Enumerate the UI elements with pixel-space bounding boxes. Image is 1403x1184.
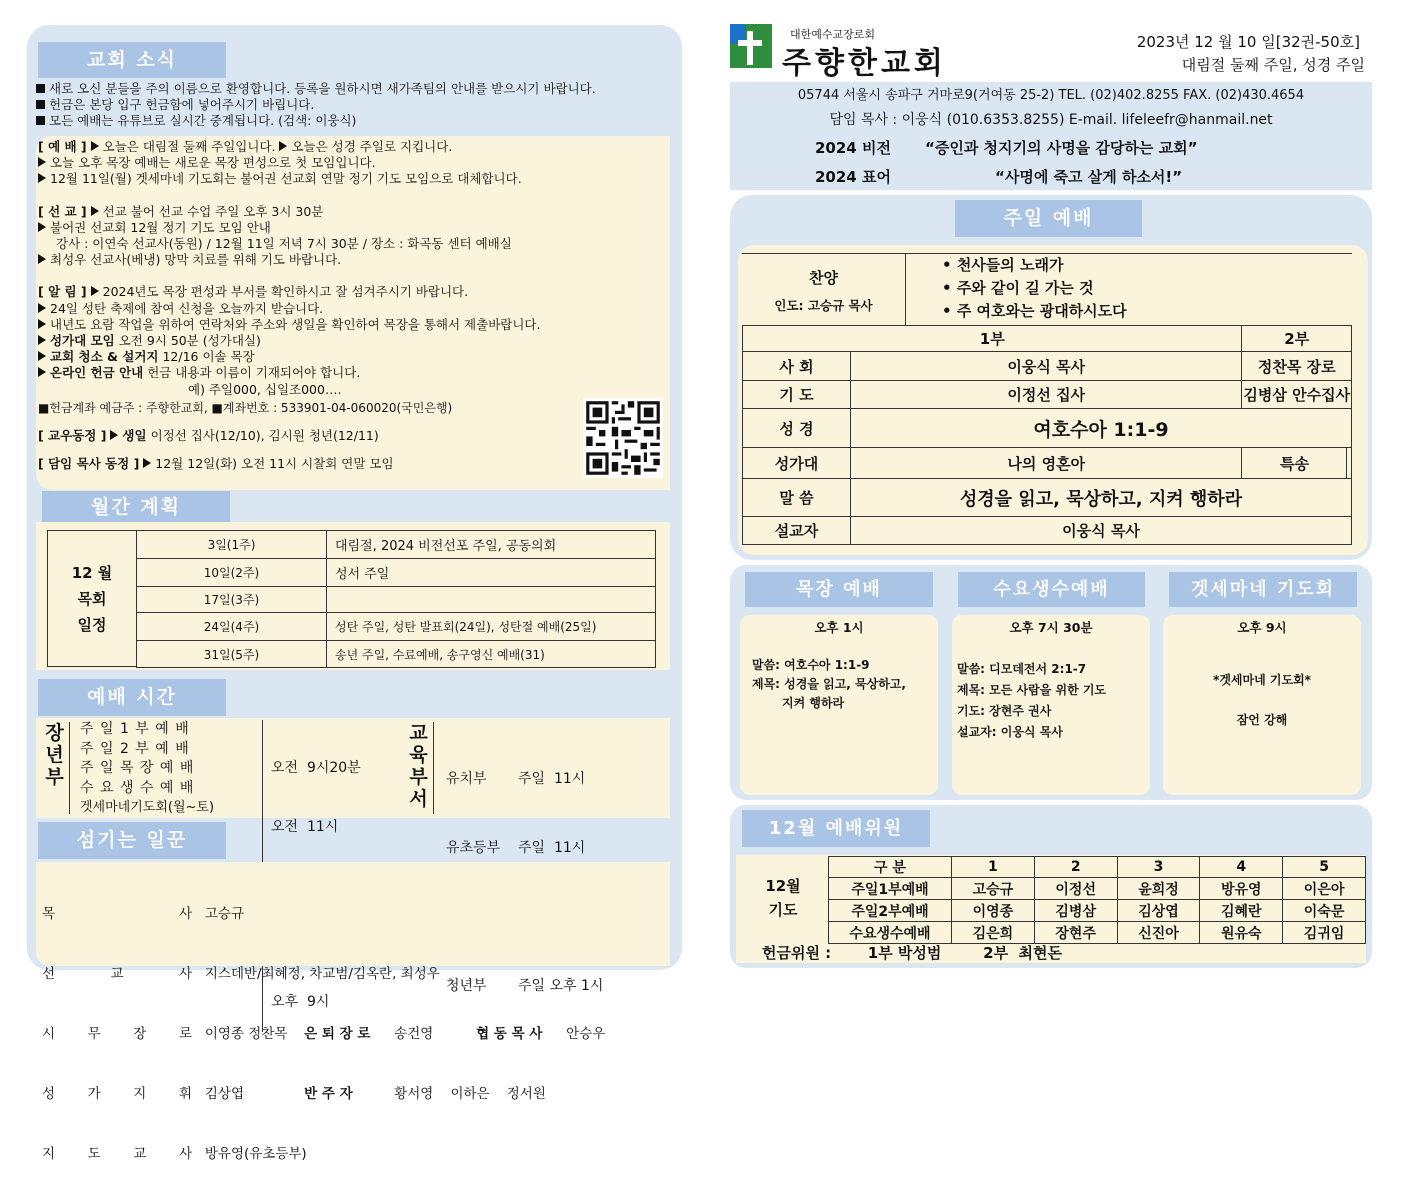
cell-value xyxy=(1347,448,1352,479)
offering-label: 헌금위원 : xyxy=(762,944,832,962)
event-cell xyxy=(327,587,656,613)
committee-col-header: 4 xyxy=(1200,857,1283,878)
arrow-icon xyxy=(38,319,46,329)
committee-cell: 주일1부예배 xyxy=(829,878,952,900)
news-item: 헌금 내용과 이름이 기재되어야 합니다. xyxy=(147,365,361,381)
committee-col-header: 3 xyxy=(1117,857,1200,878)
church-name: 주향한교회 xyxy=(782,46,947,81)
committee-cell: 원유숙 xyxy=(1200,922,1283,944)
edu-label-text: 교육부서 xyxy=(409,722,428,810)
event-cell: 대림절, 2024 비전선포 주일, 공동의회 xyxy=(327,531,656,559)
divider xyxy=(742,253,1352,254)
committee-cell: 고승규 xyxy=(952,878,1035,900)
arrow-icon xyxy=(38,351,46,361)
news-item: 12월 11일(월) 겟세마네 기도회는 불어권 선교회 연말 정기 기도 모임으로 대체합니다. xyxy=(50,171,522,187)
week-cell: 17일(3주) xyxy=(137,587,327,613)
edu-name: 유치부 xyxy=(446,771,487,787)
news-item: 오늘은 대림절 둘째 주일입니다. xyxy=(102,139,276,154)
arrow-icon xyxy=(143,458,151,468)
committee-side xyxy=(740,874,826,922)
notice-tag: [ 알 림 ] xyxy=(38,284,87,300)
wed-service-details xyxy=(957,659,1149,743)
week-cell: 10일(2주) xyxy=(137,559,327,587)
news-item: 최성우 선교사(베냉) 망막 치료를 위해 기도 바랍니다. xyxy=(50,252,342,268)
pastor-contact: 담임 목사 : 이웅식 (010.6353.8255) E-mail. lifeleefr@hanmail.net xyxy=(829,112,1273,128)
news-header: 교회 소식 xyxy=(38,42,226,78)
edu-label xyxy=(404,722,434,814)
row-label: 설교자 xyxy=(743,517,851,545)
committee-cell: 이영종 xyxy=(952,900,1035,922)
wed-service-time: 오후 7시 30분 xyxy=(1009,620,1093,635)
detail-line: 지켜 행하라 xyxy=(782,696,845,710)
news-item: 선교 불어 선교 수업 주일 오후 3시 30분 xyxy=(102,203,324,219)
monthly-header: 월간 계획 xyxy=(42,491,230,524)
geth-service-header: 겟세마네 기도회 xyxy=(1169,572,1357,607)
service-name: 주 일 목 장 예 배 xyxy=(80,760,195,776)
offering-first: 1부 박성범 xyxy=(867,944,942,962)
edu-time: 주일 오후 1시 xyxy=(518,978,604,994)
committee-cell: 수요생수예배 xyxy=(829,922,952,944)
online-label: 온라인 헌금 안내 xyxy=(50,365,144,381)
monthly-side-label xyxy=(47,530,137,667)
worker-names: 황서영 이하은 정서원 xyxy=(394,1086,546,1102)
bullet-square-icon xyxy=(36,100,45,109)
committee-cell: 이정선 xyxy=(1034,878,1117,900)
bulletin-date: 2023년 12 월 10 일[32권-50호] xyxy=(1136,33,1360,51)
service-name: 주 일 2 부 예 배 xyxy=(80,740,190,757)
service-name: 수 요 생 수 예 배 xyxy=(80,779,195,796)
offering-row xyxy=(762,942,1062,963)
worker-names: 지스데반/최혜정, 차교범/김옥란, 최성우 xyxy=(204,966,440,982)
mission-tag: [ 선 교 ] xyxy=(38,203,87,219)
cell-value: 이정선 집사 xyxy=(851,381,1242,409)
news-item: 12월 12일(화) 오전 11시 시찰회 연말 모임 xyxy=(155,456,394,472)
arrow-icon xyxy=(279,141,287,151)
detail-line: 말씀: 디모데전서 2:1-7 xyxy=(957,662,1087,676)
row-label: 사 회 xyxy=(743,352,851,381)
detail-line: 기도: 장현주 권사 xyxy=(957,704,1052,718)
row-label: 특송 xyxy=(1242,448,1347,479)
geth-service-details xyxy=(1163,660,1361,740)
praise-label-cell xyxy=(742,253,906,325)
worker-role: 협 동 목 사 xyxy=(476,1026,543,1042)
event-cell: 송년 주일, 수료예배, 송구영신 예배(31) xyxy=(327,641,656,668)
adult-names xyxy=(80,720,255,818)
news-item: 오늘 오후 목장 예배는 새로운 목장 편성으로 첫 모임입니다. xyxy=(50,155,376,171)
praise-leader: 인도: 고승규 목사 xyxy=(774,298,873,313)
news-item: 불어권 선교회 12월 정기 기도 모임 안내 xyxy=(50,219,271,235)
worker-names: 방유영(유초등부) xyxy=(204,1146,307,1162)
choir-label: 성가대 모임 xyxy=(50,333,115,349)
edu-time: 주일 11시 xyxy=(518,771,586,787)
edu-name: 청년부 xyxy=(446,978,487,994)
col-header: 2부 xyxy=(1242,326,1352,352)
committee-header: 12월 예배위원 xyxy=(742,810,930,847)
news-item: 이정선 집사(12/10), 김시원 청년(12/11) xyxy=(150,428,379,444)
news-item: 24일 성탄 축제에 참여 신청을 오늘까지 받습니다. xyxy=(50,300,324,316)
news-item: 2024년도 목장 편성과 부서를 확인하시고 잘 섬겨주시기 바랍니다. xyxy=(102,284,469,300)
bullet-square-icon xyxy=(36,84,45,93)
detail-line: 제목: 모든 사람을 위한 기도 xyxy=(957,683,1107,697)
committee-col-header: 1 xyxy=(952,857,1035,878)
row-label: 성 경 xyxy=(743,409,851,448)
cell-value: 여호수아 1:1-9 xyxy=(851,409,1352,448)
worker-role: 성 가 지 휘 xyxy=(42,1086,192,1102)
service-time: 오후 9시 xyxy=(271,994,330,1010)
praise-label: 찬양 xyxy=(809,269,838,287)
worker-role: 목 사 xyxy=(42,906,192,922)
cell-service-header: 목장 예배 xyxy=(745,572,933,607)
sunday-name: 대림절 둘째 주일, 성경 주일 xyxy=(1181,56,1365,74)
arrow-icon xyxy=(110,430,118,440)
service-time: 오전 11시 xyxy=(271,818,339,835)
intro-line: 새로 오신 분들을 주의 이름으로 환영합니다. 등록을 원하시면 새가족팀의 안내를 받으시기 바랍니다. xyxy=(49,81,596,96)
worker-role: 선 교 사 xyxy=(42,966,192,982)
song-title: 주와 같이 길 가는 것 xyxy=(956,279,1094,297)
committee-side-label: 12월 xyxy=(765,877,801,895)
committee-cell: 김은희 xyxy=(952,922,1035,944)
arrow-icon xyxy=(91,286,99,296)
arrow-icon xyxy=(91,206,99,216)
geth-service-time: 오후 9시 xyxy=(1237,620,1287,635)
sunday-service-table xyxy=(742,325,1352,545)
cell-value: 이웅식 목사 xyxy=(851,517,1352,545)
arrow-icon xyxy=(38,222,46,232)
arrow-icon xyxy=(38,254,46,264)
worker-names: 안승우 xyxy=(566,1026,606,1042)
committee-cell: 김병삼 xyxy=(1034,900,1117,922)
news-intro xyxy=(36,81,676,130)
service-name: 겟세마네기도회(월~토) xyxy=(80,800,215,815)
arrow-icon xyxy=(38,335,46,345)
monthly-table xyxy=(136,530,656,668)
clean-label: 교회 청소 & 설거지 xyxy=(50,349,159,365)
news-item: 강사 : 이연숙 선교사(동원) / 12월 11일 저녁 7시 30분 / 장소 : 화곡동 센터 예배실 xyxy=(56,236,512,252)
committee-cell: 신진아 xyxy=(1117,922,1200,944)
vision-label: 2024 비전 xyxy=(815,139,891,157)
worker-role: 반 주 자 xyxy=(304,1086,353,1102)
news-item: 예) 주일000, 십일조000…. xyxy=(188,381,342,397)
song-title: 천사들의 노래가 xyxy=(956,256,1064,274)
committee-cell: 이은아 xyxy=(1283,878,1366,900)
vision-text: “증인과 청지기의 사명을 감당하는 교회” xyxy=(925,139,1198,157)
service-name: 주 일 1 부 예 배 xyxy=(80,721,190,737)
cell-value: 이웅식 목사 xyxy=(851,352,1242,381)
pastor-tag: [ 담임 목사 동정 ] xyxy=(38,456,140,472)
col-header: 1부 xyxy=(743,326,1242,352)
times-header: 예배 시간 xyxy=(38,679,226,716)
song-list: • 천사들의 노래가 • 주와 같이 길 가는 것 • 주 여호와는 광대하시도다 xyxy=(942,256,1127,320)
news-item: 내년도 요람 작업을 위하여 연락처와 주소와 생일을 확인하여 목장을 통해서 제출바랍니다. xyxy=(50,316,541,332)
cell-service-details xyxy=(752,656,936,713)
intro-line: 헌금은 본당 입구 헌금함에 넣어주시기 바립니다. xyxy=(49,97,315,113)
service-time: 오전 9시20분 xyxy=(271,760,361,776)
month-label: 일정 xyxy=(77,615,107,634)
song-title: 주 여호와는 광대하시도다 xyxy=(956,302,1127,320)
motto-text: “사명에 죽고 살게 하소서!” xyxy=(995,168,1183,186)
workers-list xyxy=(42,864,667,1184)
committee-cell: 김상엽 xyxy=(1117,900,1200,922)
committee-cell: 주일2부예배 xyxy=(829,900,952,922)
row-label: 기 도 xyxy=(743,381,851,409)
bullet-square-icon xyxy=(36,116,45,125)
worker-role: 시 무 장 로 xyxy=(42,1026,192,1042)
week-cell: 3일(1주) xyxy=(137,531,327,559)
detail-line: *겟세마네 기도회* xyxy=(1213,673,1311,687)
cell-value: 정찬목 장로 xyxy=(1242,352,1352,381)
worker-role: 지 도 교 사 xyxy=(42,1146,192,1162)
committee-side-label: 기도 xyxy=(768,901,798,919)
week-cell: 24일(4주) xyxy=(137,613,327,641)
adult-label xyxy=(40,722,70,814)
arrow-icon xyxy=(38,157,46,167)
cell-value: 성경을 읽고, 묵상하고, 지켜 행하라 xyxy=(851,479,1352,517)
church-address: 05744 서울시 송파구 거마로9(거여동 25-2) TEL. (02)402.8255 FAX. (02)430.4654 xyxy=(797,88,1305,103)
cell-value: 나의 영혼아 xyxy=(851,448,1242,479)
denomination: 대한예수교장로회 xyxy=(790,28,876,41)
account-info: ■헌금계좌 예금주 : 주향한교회, ■계좌번호 : 533901-04-060020(국민은행) xyxy=(38,400,453,415)
adult-label-text: 장년부 xyxy=(45,722,64,788)
event-cell: 성탄 주일, 성탄 발표회(24일), 성탄절 예배(25일) xyxy=(327,613,656,641)
committee-cell: 김귀임 xyxy=(1283,922,1366,944)
intro-line: 모든 예배는 유튜브로 실시간 중계됩니다. (검색: 이웅식) xyxy=(49,113,357,129)
worker-names: 이영종 정찬목 xyxy=(204,1026,288,1042)
committee-col-header: 5 xyxy=(1283,857,1366,878)
month-label: 목회 xyxy=(77,589,107,608)
committee-cell: 김혜란 xyxy=(1200,900,1283,922)
qr-code-icon[interactable] xyxy=(583,398,663,478)
arrow-icon xyxy=(38,367,46,377)
news-item: 오늘은 성경 주일로 지킵니다. xyxy=(291,139,453,154)
arrow-icon xyxy=(91,141,99,151)
worker-names: 고승규 xyxy=(204,906,244,922)
edu-time: 주일 11시 xyxy=(518,840,586,856)
church-logo-icon xyxy=(730,24,772,68)
cell-value: 김병삼 안수집사 xyxy=(1242,381,1352,409)
detail-line: 제목: 성경을 읽고, 묵상하고, xyxy=(752,677,906,691)
sunday-service-header: 주일 예배 xyxy=(955,200,1142,237)
worker-names: 김상엽 xyxy=(204,1086,244,1102)
committee-cell: 윤희정 xyxy=(1117,878,1200,900)
worker-role: 은 퇴 장 로 xyxy=(304,1026,371,1042)
news-item: 12/16 이솔 목장 xyxy=(162,349,255,365)
motto-label: 2024 표어 xyxy=(815,168,891,186)
committee-table xyxy=(828,856,1366,944)
news-content xyxy=(38,139,668,472)
arrow-icon xyxy=(38,303,46,313)
workers-header: 섬기는 일꾼 xyxy=(38,822,226,859)
committee-cell: 장현주 xyxy=(1034,922,1117,944)
arrow-icon xyxy=(38,173,46,183)
news-item: 오전 9시 50분 (성가대실) xyxy=(118,333,261,349)
row-label: 성가대 xyxy=(743,448,851,479)
cell-service-time: 오후 1시 xyxy=(814,620,864,635)
week-cell: 31일(5주) xyxy=(137,641,327,668)
wed-service-header: 수요생수예배 xyxy=(958,572,1145,607)
birthday-label: 생일 xyxy=(122,428,147,444)
committee-col-header: 구 분 xyxy=(829,857,952,878)
month-label: 12 월 xyxy=(71,563,113,582)
event-cell: 성서 주일 xyxy=(327,559,656,587)
detail-line: 설교자: 이웅식 목사 xyxy=(957,725,1063,739)
row-label: 말 씀 xyxy=(743,479,851,517)
worker-names: 송건영 xyxy=(394,1026,434,1042)
worship-tag: [ 예 배 ] xyxy=(38,139,87,154)
edu-name: 유초등부 xyxy=(446,840,501,856)
committee-cell: 방유영 xyxy=(1200,878,1283,900)
offering-second: 2부 최현돈 xyxy=(983,944,1062,962)
detail-line: 말씀: 여호수아 1:1-9 xyxy=(752,658,870,672)
committee-col-header: 2 xyxy=(1034,857,1117,878)
detail-line: 잠언 강해 xyxy=(1236,713,1288,727)
members-tag: [ 교우동정 ] xyxy=(38,428,107,444)
committee-cell: 이숙문 xyxy=(1283,900,1366,922)
